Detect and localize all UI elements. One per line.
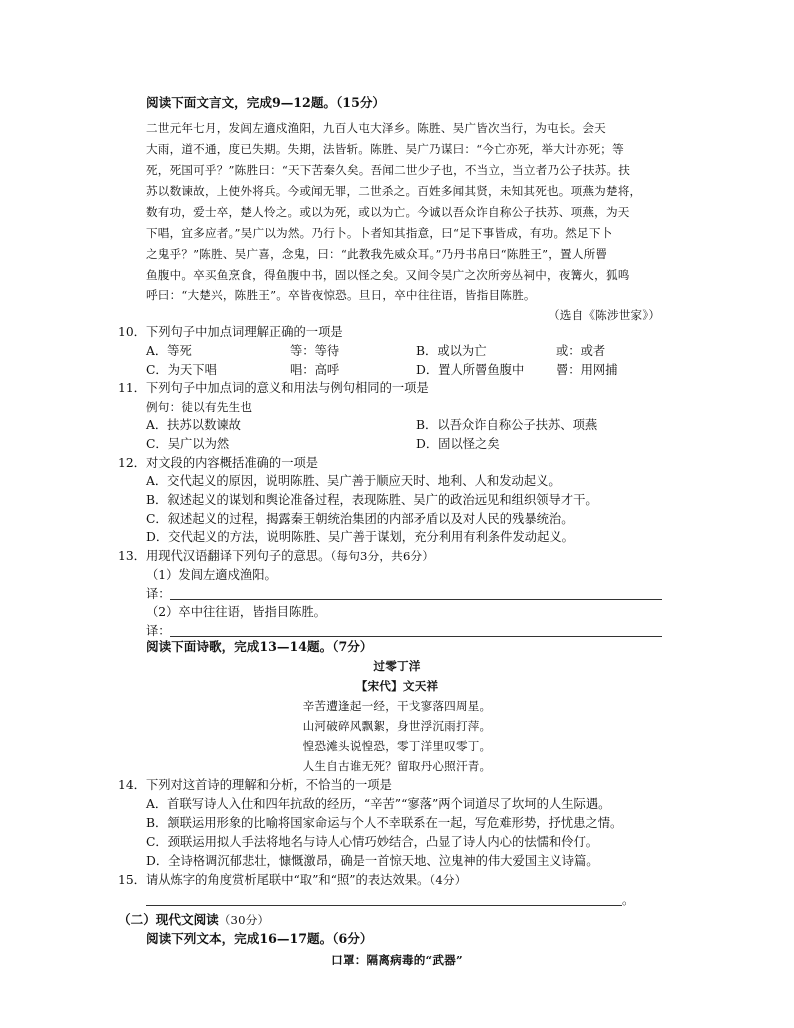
q15-answer-end: 。 bbox=[622, 893, 635, 907]
q10-option-a: A．等死 bbox=[146, 344, 192, 358]
poem-line: 辛苦遭逢起一经，干戈寥落四周星。 bbox=[302, 699, 492, 713]
question-10-stem: 10．下列句子中加点词理解正确的一项是 bbox=[118, 325, 343, 339]
q10-option-b-gloss: 或：或者 bbox=[556, 344, 606, 358]
section-3-subheading: 阅读下列文本，完成16—17题。（6分） bbox=[146, 931, 373, 946]
q14-option-d: D．全诗格调沉郁悲壮，慷慨激昂，确是一首惊天地、泣鬼神的伟大爱国主义诗篇。 bbox=[146, 854, 599, 868]
q13-answer-label-2: 译： bbox=[146, 624, 171, 638]
passage-line: 死，死国可乎？”陈胜曰：“天下苦秦久矣。吾闻二世少子也，不当立，当立者乃公子扶苏。扶 bbox=[146, 163, 631, 177]
poem-line: 山河破碎风飘絮，身世浮沉雨打萍。 bbox=[302, 719, 492, 733]
poem-line: 惶恐滩头说惶恐，零丁洋里叹零丁。 bbox=[302, 739, 492, 753]
poem-title: 过零丁洋 bbox=[373, 659, 421, 673]
question-15-stem bbox=[118, 871, 467, 889]
answer-line bbox=[146, 905, 622, 906]
q11-example: 例句：徒以有先生也 bbox=[146, 400, 253, 414]
q10-option-c-gloss: 唱：高呼 bbox=[290, 363, 340, 377]
question-11-stem: 11．下列句子中加点词的意义和用法与例句相同的一项是 bbox=[118, 381, 429, 395]
q11-option-a: A．扶苏以数谏故 bbox=[146, 418, 241, 432]
section-3-heading-text: （二）现代文阅读 bbox=[118, 912, 219, 927]
q11-option-b: B．以吾众诈自称公子扶苏、项燕 bbox=[416, 418, 598, 432]
q10-option-b: B．或以为亡 bbox=[416, 344, 487, 358]
q13-sentence-2: （2）卒中往往语，皆指目陈胜。 bbox=[146, 605, 326, 619]
q14-option-b: B．颔联运用形象的比喻将国家命运与个人不幸联系在一起，写危难形势，抒忧患之情。 bbox=[146, 816, 623, 830]
section-heading-poem: 阅读下面诗歌，完成13—14题。（7分） bbox=[146, 639, 373, 654]
q10-option-d-gloss: 罾：用网捕 bbox=[556, 363, 618, 377]
q11-option-d: D．固以怪之矣 bbox=[416, 437, 500, 451]
q14-option-c: C．颈联运用拟人手法将地名与诗人心情巧妙结合，凸显了诗人内心的怯懦和伶仃。 bbox=[146, 835, 599, 849]
q10-option-c: C．为天下唱 bbox=[146, 363, 217, 377]
passage-line: 鱼腹中。卒买鱼烹食，得鱼腹中书，固以怪之矣。又间令吴广之次所旁丛祠中，夜篝火，狐鸣 bbox=[146, 268, 630, 282]
q10-option-a-gloss: 等：等待 bbox=[290, 344, 340, 358]
q15-stem-text: 15．请从炼字的角度赏析尾联中“取”和“照”的表达效果。 bbox=[118, 873, 430, 887]
answer-line bbox=[170, 636, 662, 637]
question-14-stem: 14．下列对这首诗的理解和分析，不恰当的一项是 bbox=[118, 778, 392, 792]
passage-line: 苏以数谏故，上使外将兵。今或闻无罪，二世杀之。百姓多闻其贤，未知其死也。项燕为楚将， bbox=[146, 184, 642, 198]
passage-line: 大雨，道不通，度已失期。失期，法皆斩。陈胜、吴广乃谋曰：“今亡亦死，举大计亦死；等 bbox=[146, 142, 624, 156]
article-title: 口罩：隔离病毒的“武器” bbox=[331, 953, 463, 967]
q11-option-c: C．吴广以为然 bbox=[146, 437, 230, 451]
q10-option-d: D．置人所罾鱼腹中 bbox=[416, 363, 525, 377]
question-12-stem: 12．对文段的内容概括准确的一项是 bbox=[118, 456, 319, 470]
section-heading-modern bbox=[118, 911, 269, 929]
q12-option-c: C．叙述起义的过程，揭露秦王朝统治集团的内部矛盾以及对人民的残暴统治。 bbox=[146, 512, 574, 526]
passage-line: 之鬼乎？”陈胜、吴广喜，念鬼，曰：“此教我先威众耳。”乃丹书帛曰“陈胜王”，置人所罾 bbox=[146, 247, 608, 261]
q13-answer-label-1: 译： bbox=[146, 587, 171, 601]
q12-option-a: A．交代起义的原因，说明陈胜、吴广善于顺应天时、地利、人和发动起义。 bbox=[146, 474, 561, 488]
q12-option-d: D．交代起义的方法，说明陈胜、吴广善于谋划，充分利用有利条件发动起义。 bbox=[146, 530, 574, 544]
section-3-score: （30分） bbox=[218, 913, 270, 927]
passage-line: 数有功，爱士卒，楚人怜之。或以为死，或以为亡。今诚以吾众诈自称公子扶苏、项燕，为天 bbox=[146, 205, 630, 219]
q15-score: （4分） bbox=[429, 873, 467, 887]
poem-line: 人生自古谁无死？留取丹心照汗青。 bbox=[302, 759, 492, 773]
answer-line bbox=[170, 599, 662, 600]
q13-sentence-1: （1）发闾左適戍渔阳。 bbox=[146, 568, 277, 582]
poem-author: 【宋代】文天祥 bbox=[355, 679, 439, 693]
q14-option-a: A．首联写诗人入仕和四年抗敌的经历，“辛苦”“寥落”两个词道尽了坎坷的人生际遇。 bbox=[146, 797, 611, 811]
section-heading-classical: 阅读下面文言文，完成9—12题。（15分） bbox=[146, 95, 386, 110]
passage-line: 二世元年七月，发闾左適戍渔阳，九百人屯大泽乡。陈胜、吴广皆次当行，为屯长。会天 bbox=[146, 121, 606, 135]
passage-line: 下唱，宜多应者。”吴广以为然。乃行卜。卜者知其指意，曰“足下事皆成，有功。然足下卜 bbox=[146, 226, 613, 240]
passage-source: （选自《陈涉世家》） bbox=[548, 308, 661, 322]
question-13-stem bbox=[118, 547, 434, 565]
q13-score: （每句3分，共6分） bbox=[330, 549, 435, 563]
q13-stem-text: 13．用现代汉语翻译下列句子的意思。 bbox=[118, 549, 331, 563]
q12-option-b: B．叙述起义的谋划和舆论准备过程，表现陈胜、吴广的政治远见和组织领导才干。 bbox=[146, 493, 598, 507]
passage-line: 呼曰：“大楚兴，陈胜王”。卒皆夜惊恐。旦日，卒中往往语，皆指目陈胜。 bbox=[146, 288, 536, 302]
